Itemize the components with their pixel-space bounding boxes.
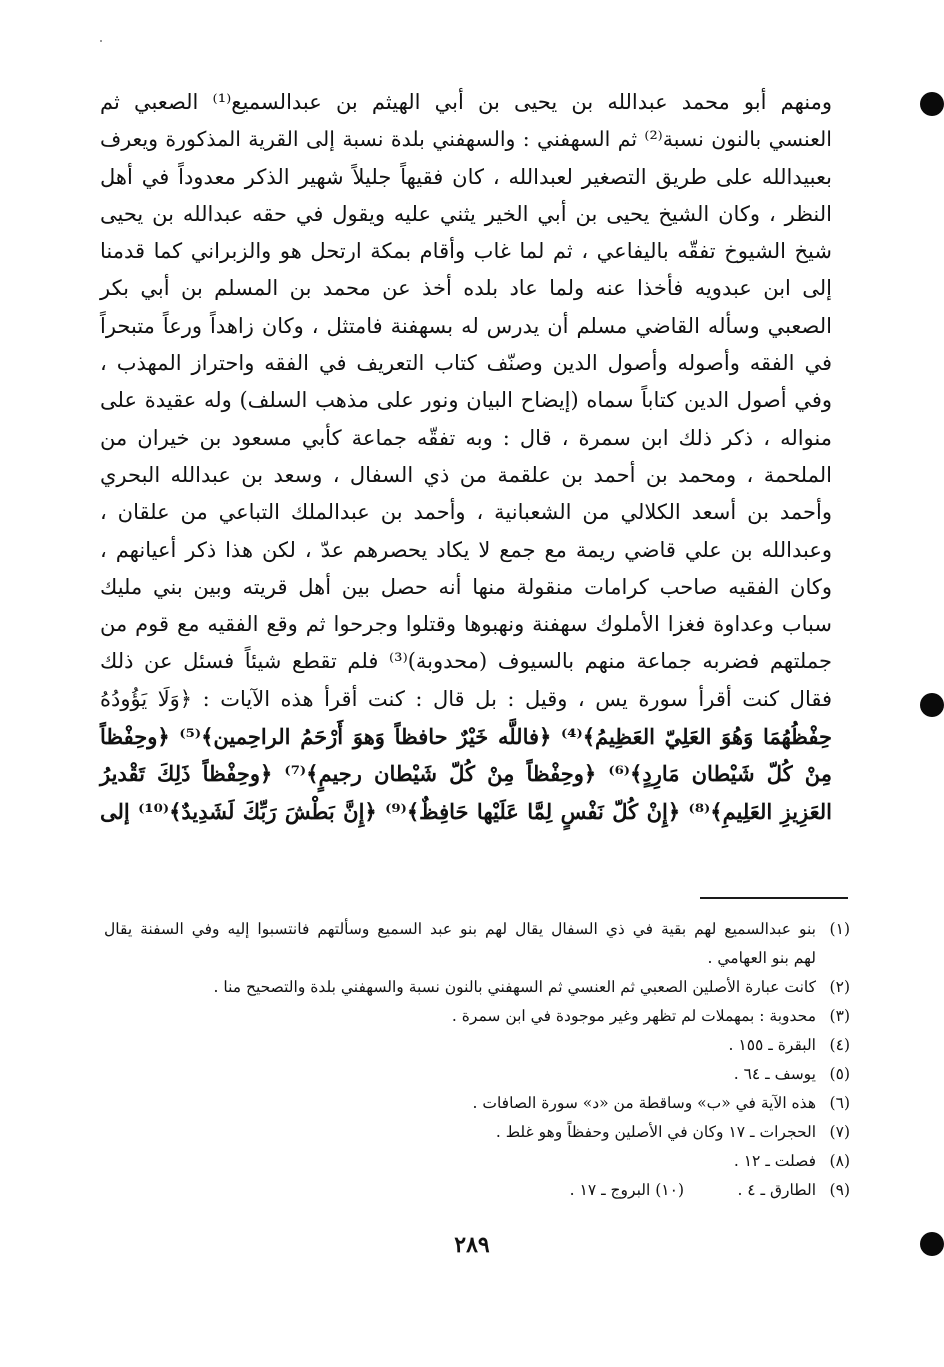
- text-line: النظر ، وكان الشيخ يحيى بن أبي الخير يثني عليه ويقول في حقه عبدالله بن يحيى: [100, 201, 832, 226]
- footnote-text: بنو عبدالسميع لهم بقية في ذي السفال يقال لهم بنو عبد السميع وسألتهم فانتسبوا إليه وفي السفنة يقال: [104, 920, 816, 938]
- text-line: منواله ، ذكر ذلك ابن سمرة ، قال : وبه تفقّه جماعة كأبي مسعود بن خيران من: [100, 425, 832, 450]
- footnote-text: الطارق ـ ٤ .: [737, 1181, 816, 1199]
- text-line: بعبيدالله على طريق التصغير لعبدالله ، كان فقيهاً جليلاً شهير الذكر معدوداً في أهل: [100, 164, 832, 189]
- footnote-number: (٩): [829, 1181, 850, 1199]
- text-line: وأحمد بن أسعد الكلالي من الشعبانية ، وأحمد بن عبدالملك التباعي من علقان ،: [100, 500, 832, 525]
- text-line: الملحمة ، ومحمد بن أحمد بن علقمة من ذي السفال ، وسعد بن عبدالله البحري: [100, 462, 832, 487]
- footnote-text: فصلت ـ ١٢ .: [733, 1152, 816, 1170]
- footnote: [104, 1147, 850, 1176]
- footnote-text: (١٠) البروج ـ ١٧ .: [569, 1181, 684, 1199]
- text-line: في الفقه وأصوله وأصول الدين وصنّف كتاب التعريف في الفقه واحتراز المهذب ،: [100, 351, 832, 376]
- footnote: [104, 1118, 850, 1147]
- footnote-number: (٤): [829, 1036, 850, 1054]
- text-line: شيخ الشيوخ تفقّه باليفاعي ، ثم لما غاب وأقام بمكة ارتحل هو والزبراني كما قدمنا: [100, 239, 832, 264]
- text-line: فقال كنت أقرأ سورة يس ، وقيل : بل قال : كنت أقرأ هذه الآيات : ﴿وَلَا يَؤُودُهُ: [100, 686, 832, 711]
- binder-hole-middle: [920, 693, 944, 717]
- text-line: الصعبي وسأله القاضي مسلم أن يدرس له بسهفنة فامتثل ، وكان زاهداً ورعاً متبحراً: [100, 313, 832, 338]
- footnote: [104, 1060, 850, 1089]
- footnote-number: (٦): [829, 1094, 850, 1112]
- text-line: وفي أصول الدين كتاباً سماه (إيضاح البيان ونور على مذهب السلف) وله عقيدة على: [100, 388, 832, 413]
- main-text: [100, 84, 832, 830]
- text-line: ومنهم أبو محمد عبدالله بن يحيى بن أبي الهيثم بن عبدالسميع⁽¹⁾ الصعبي ثم: [100, 90, 832, 114]
- quran-line: مِنْ كُلّ شَيْطان مَارِدٍ﴾⁽⁶⁾ ﴿وحِفْظاً مِنْ كُلّ شَيْطان رجيمٍ﴾⁽⁷⁾ ﴿وحِفْظاً ذَلِكَ تَقْديرُ: [100, 761, 832, 787]
- text-line: وعبدالله بن علي قاضي ريمة مع جمع لا يكاد يحصرهم عدّ ، لكن هذا ذكر أعيانهم ،: [100, 537, 832, 562]
- text-line: جملتهم فضربه جماعة منهم بالسيوف (محدوبة)⁽³⁾ فلم تقطع شيئاً فسئل عن ذلك: [100, 649, 832, 674]
- footnote-number: (٧): [829, 1123, 850, 1141]
- footnote-text: هذه الآية في «ب» وساقطة من «د» سورة الصافات .: [472, 1094, 816, 1112]
- footnote: [104, 915, 850, 944]
- footnote: [104, 1089, 850, 1118]
- footnote-number: (١): [829, 920, 850, 938]
- footnotes: [104, 915, 850, 1205]
- quran-line: حِفْظُهُمَا وَهُوَ العَلِيّ العَظِيمُ﴾⁽⁴⁾ ﴿فاللَّه خَيْرٌ حافظاً وَهوَ أَرْحَمُ الراحِمين﴾⁽⁵⁾ ﴿وحِفْظاً: [100, 724, 832, 750]
- footnote-text: يوسف ـ ٦٤ .: [733, 1065, 816, 1083]
- text-line: إلى ابن عبدويه فأخذا عنه ولما عاد بلده أخذ عن محمد بن المسلم بن أبي بكر: [100, 276, 832, 301]
- text-line: سباب وعداوة فغزا الأملوك سهفنة ونهبوها وقتلوا وجرحوا ثم وقع الفقيه مع قوم من: [100, 612, 832, 637]
- footnote: [104, 1002, 850, 1031]
- quran-line: العَزِيزِ العَلِيمِ﴾⁽⁸⁾ ﴿إِنْ كُلّ نَفْسٍ لِمَّا عَلَيْها حَافِظٌ﴾⁽⁹⁾ ﴿إِنَّ بَطْشَ رَبِّكَ لَشَدِيدٌ﴾⁽¹⁰⁾ إلى: [100, 798, 833, 824]
- footnote: [104, 1176, 850, 1205]
- footnote-continuation: لهم بنو العهامي .: [707, 949, 816, 967]
- footnote-text: الحجرات ـ ١٧ وكان في الأصلين وحفظاً وهو غلط .: [495, 1123, 816, 1141]
- footnote-number: (٢): [829, 978, 850, 996]
- footnote-number: (٥): [829, 1065, 850, 1083]
- footnote-text: محدوبة : بمهملات لم تظهر وغير موجودة في ابن سمرة .: [451, 1007, 816, 1025]
- text-line: العنسي بالنون نسبة⁽²⁾ ثم السهفني : والسهفني بلدة نسبة إلى القرية المذكورة ويعرف: [100, 127, 832, 152]
- footnote-text: البقرة ـ ١٥٥ .: [728, 1036, 816, 1054]
- text-line: وكان الفقيه صاحب كرامات منقولة منها أنه حصل بين أهل قريته وبين بني مليك: [100, 574, 832, 599]
- scan-speck: [100, 40, 102, 42]
- footnote: [104, 973, 850, 1002]
- footnote-number: (٣): [829, 1007, 850, 1025]
- footnote: [104, 1031, 850, 1060]
- footnote-text: كانت عبارة الأصلين الصعبي ثم العنسي ثم السهفني بالنون نسبة والسهفني بلدة والتصحيح منا .: [213, 978, 816, 996]
- binder-hole-top: [920, 92, 944, 116]
- footnote-separator: [700, 897, 848, 899]
- footnote-number: (٨): [829, 1152, 850, 1170]
- page-number: ٢٨٩: [454, 1232, 490, 1258]
